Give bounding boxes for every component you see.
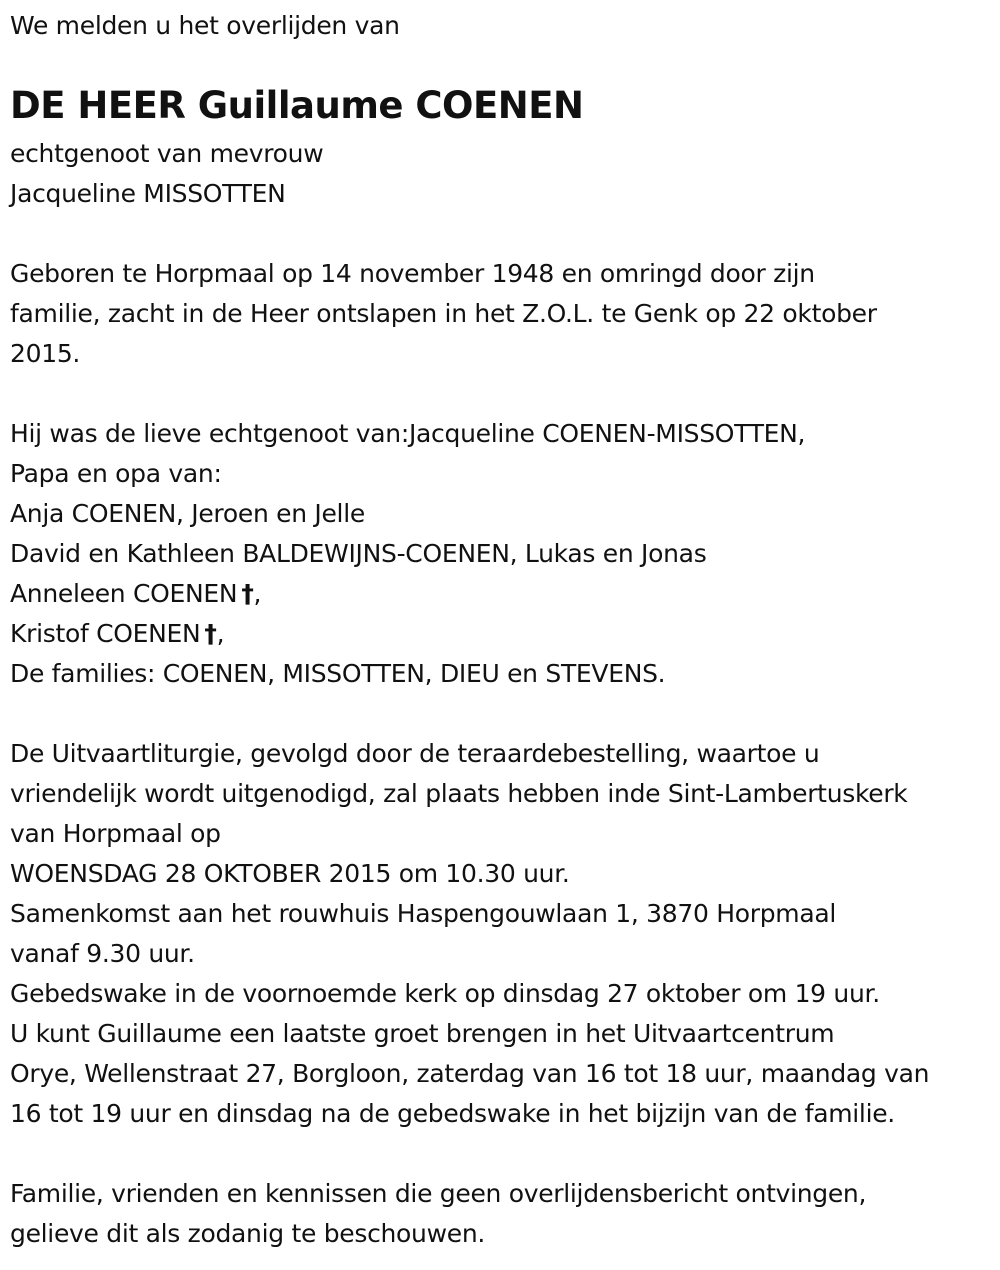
- cross-icon: †: [204, 619, 217, 648]
- family-paragraph: [10, 414, 995, 694]
- closing-line: Familie, vrienden en kennissen die geen overlijdensbericht ontvingen,: [10, 1179, 867, 1208]
- deceased-name: DE HEER Guillaume COENEN: [10, 84, 584, 127]
- children-intro: Papa en opa van:: [10, 459, 222, 488]
- families-line: De families: COENEN, MISSOTTEN, DIEU en STEVENS.: [10, 659, 666, 688]
- spacer: [10, 214, 995, 254]
- child-line-deceased: [10, 614, 995, 654]
- cross-icon: †: [241, 579, 254, 608]
- funeral-line: De Uitvaartliturgie, gevolgd door de teraardebestelling, waartoe u: [10, 739, 820, 768]
- birth-line: Geboren te Horpmaal op 14 november 1948 en omringd door zijn: [10, 259, 815, 288]
- funeral-line: 16 tot 19 uur en dinsdag na de gebedswake in het bijzijn van de familie.: [10, 1099, 895, 1128]
- child-line-deceased: [10, 574, 995, 614]
- funeral-line: WOENSDAG 28 OKTOBER 2015 om 10.30 uur.: [10, 859, 570, 888]
- comma: ,: [216, 619, 225, 648]
- closing-line: gelieve dit als zodanig te beschouwen.: [10, 1219, 486, 1248]
- funeral-line: U kunt Guillaume een laatste groet brengen in het Uitvaartcentrum: [10, 1019, 835, 1048]
- spouse-line-2: Jacqueline MISSOTTEN: [10, 179, 286, 208]
- child-line: David en Kathleen BALDEWIJNS-COENEN, Lukas en Jonas: [10, 539, 707, 568]
- child-name: Anneleen COENEN: [10, 579, 238, 608]
- funeral-line: vanaf 9.30 uur.: [10, 939, 195, 968]
- spacer: [10, 374, 995, 414]
- funeral-line: Orye, Wellenstraat 27, Borgloon, zaterdag van 16 tot 18 uur, maandag van: [10, 1059, 930, 1088]
- spouse-full-line: Hij was de lieve echtgenoot van:Jacqueline COENEN-MISSOTTEN,: [10, 419, 806, 448]
- birth-paragraph: [10, 254, 995, 374]
- child-line: Anja COENEN, Jeroen en Jelle: [10, 499, 365, 528]
- notice-body: [10, 134, 995, 1254]
- comma: ,: [253, 579, 262, 608]
- spacer: [10, 1134, 995, 1174]
- spouse-line-1: echtgenoot van mevrouw: [10, 139, 324, 168]
- closing-paragraph: [10, 1174, 995, 1254]
- spacer: [10, 694, 995, 734]
- funeral-line: vriendelijk wordt uitgenodigd, zal plaats hebben inde Sint-Lambertuskerk: [10, 779, 908, 808]
- intro-text: We melden u het overlijden van: [10, 11, 400, 40]
- funeral-line: Gebedswake in de voornoemde kerk op dinsdag 27 oktober om 19 uur.: [10, 979, 880, 1008]
- child-name: Kristof COENEN: [10, 619, 201, 648]
- birth-line: 2015.: [10, 339, 81, 368]
- funeral-paragraph: [10, 734, 995, 1134]
- funeral-line: Samenkomst aan het rouwhuis Haspengouwlaan 1, 3870 Horpmaal: [10, 899, 837, 928]
- funeral-line: van Horpmaal op: [10, 819, 221, 848]
- birth-line: familie, zacht in de Heer ontslapen in het Z.O.L. te Genk op 22 oktober: [10, 299, 877, 328]
